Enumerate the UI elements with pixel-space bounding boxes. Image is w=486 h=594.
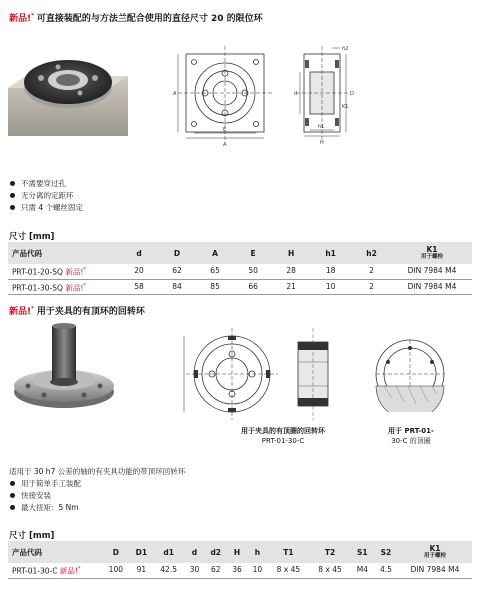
section1-size-title: 尺寸 [mm] bbox=[9, 232, 55, 242]
section2-heading-text: 用于夹具的有顶环的回转环 bbox=[33, 307, 145, 317]
technical-drawing-top-ring bbox=[372, 336, 448, 412]
section2-intro: 适用于 30 h7 公差的轴的有夹具功能的带顶环回转环 bbox=[9, 467, 186, 476]
product-code-cell: PRT-01-30-SQ 新品!* bbox=[12, 282, 86, 292]
table-cell: 91 bbox=[136, 565, 147, 575]
table-cell: 28 bbox=[286, 266, 296, 276]
table-cell: 62 bbox=[172, 266, 182, 276]
column-header: h2 bbox=[366, 248, 377, 258]
column-header: h1 bbox=[325, 248, 336, 258]
new-badge: 新品! bbox=[9, 14, 32, 24]
dim-label-d: d bbox=[294, 91, 298, 97]
technical-drawing-rotary-ring bbox=[180, 322, 340, 422]
dim-label-A-left: A bbox=[173, 91, 177, 97]
list-item: 用于简单手工装配 bbox=[8, 478, 81, 490]
section2-size-title: 尺寸 [mm] bbox=[9, 531, 55, 541]
dim-label-D: D bbox=[350, 91, 354, 97]
table-cell: 20 bbox=[134, 266, 144, 276]
table-cell: 8 x 45 bbox=[276, 565, 301, 575]
section2-feature-list bbox=[8, 478, 81, 514]
technical-drawing-side-view bbox=[292, 40, 362, 152]
list-item: 不需要穿过孔 bbox=[8, 178, 83, 190]
table-cell: 10 bbox=[252, 565, 263, 575]
section1-heading: 新品!* 可直接装配的与方法兰配合使用的直径尺寸 20 的限位环 bbox=[9, 13, 263, 24]
table-cell: 8 x 45 bbox=[318, 565, 342, 575]
table-cell: 85 bbox=[210, 281, 220, 291]
new-badge: 新品! bbox=[9, 307, 32, 317]
table-cell: 50 bbox=[248, 266, 258, 276]
list-item: 快接安装 bbox=[8, 490, 81, 502]
table-cell: 65 bbox=[210, 266, 220, 276]
dim-label-A: A bbox=[223, 142, 227, 148]
table-cell: 62 bbox=[210, 565, 221, 575]
column-header: D bbox=[112, 547, 119, 557]
section1-heading-text: 可直接装配的与方法兰配合使用的直径尺寸 20 的限位环 bbox=[33, 14, 263, 24]
table-cell: 42.5 bbox=[160, 565, 177, 575]
column-header: T1 bbox=[283, 547, 294, 557]
table-cell: 58 bbox=[134, 281, 144, 291]
technical-drawing-front-view bbox=[168, 40, 278, 152]
table-cell: DIN 7984 M4 bbox=[407, 266, 457, 276]
dim-label-h1: h1 bbox=[318, 124, 325, 130]
column-header: S2 bbox=[380, 547, 392, 557]
product-photo-square-ring bbox=[8, 40, 128, 136]
column-header-k1: K1 用于螺栓 bbox=[423, 544, 446, 559]
section2-heading: 新品!* 用于夹具的有顶环的回转环 bbox=[9, 306, 145, 317]
dim-label-E: E bbox=[223, 127, 227, 133]
column-header: D bbox=[173, 248, 181, 258]
dim-label-h2: h2 bbox=[342, 46, 349, 52]
table-row bbox=[8, 264, 472, 279]
table-cell: 84 bbox=[172, 281, 182, 291]
caption-rotary-ring: 用于夹具的有顶圈的回转环 PRT-01-30-C bbox=[241, 427, 325, 445]
dim-label-K1: K1 bbox=[342, 104, 349, 110]
column-header: 产品代码 bbox=[12, 248, 42, 258]
column-header: d2 bbox=[210, 547, 222, 557]
table-header-row bbox=[8, 242, 472, 264]
column-header: E bbox=[250, 248, 256, 258]
column-header: S1 bbox=[357, 547, 368, 557]
table-cell: 36 bbox=[232, 565, 242, 575]
list-item: 只需 4 个螺丝固定 bbox=[8, 202, 83, 214]
table-cell: 18 bbox=[325, 266, 336, 276]
caption-top-ring: 用于 PRT-01- 30-C 的顶圈 bbox=[388, 427, 434, 445]
table-cell: DIN 7984 M4 bbox=[407, 281, 457, 291]
column-header: D1 bbox=[135, 547, 148, 557]
column-header: A bbox=[212, 248, 218, 258]
table-cell: M4 bbox=[356, 565, 368, 575]
table-header-row bbox=[8, 541, 472, 563]
section2-size-table bbox=[8, 541, 472, 579]
column-header: h bbox=[254, 547, 261, 557]
column-header: d bbox=[191, 547, 198, 557]
column-header-k1: K1 用于螺栓 bbox=[420, 245, 443, 260]
column-header: 产品代码 bbox=[12, 547, 42, 557]
column-header: H bbox=[288, 248, 295, 258]
table-cell: DIN 7984 M4 bbox=[410, 565, 460, 575]
table-cell: 100 bbox=[108, 565, 123, 575]
table-cell: 4.5 bbox=[379, 565, 392, 575]
table-cell: 21 bbox=[286, 281, 296, 291]
table-cell: 30 bbox=[189, 565, 200, 575]
table-cell: 2 bbox=[369, 281, 374, 291]
list-item: 最大扭矩：5 Nm bbox=[8, 502, 81, 514]
section1-feature-list bbox=[8, 178, 83, 214]
table-cell: 2 bbox=[369, 266, 374, 276]
column-header: d bbox=[136, 248, 142, 258]
dim-label-H: H bbox=[320, 140, 324, 146]
table-cell: 10 bbox=[325, 281, 336, 291]
table-cell: 66 bbox=[248, 281, 258, 291]
table-row bbox=[8, 279, 472, 295]
column-header: T2 bbox=[324, 547, 336, 557]
column-header: H bbox=[233, 547, 241, 557]
product-photo-rotary-ring bbox=[8, 322, 120, 414]
product-code-cell: PRT-01-20-SQ 新品!* bbox=[12, 267, 86, 277]
product-code-cell: PRT-01-30-C 新品!* bbox=[12, 566, 81, 576]
section1-size-table bbox=[8, 242, 472, 295]
list-item: 无分离的定距环 bbox=[8, 190, 83, 202]
column-header: d1 bbox=[163, 547, 174, 557]
table-row bbox=[8, 563, 472, 578]
